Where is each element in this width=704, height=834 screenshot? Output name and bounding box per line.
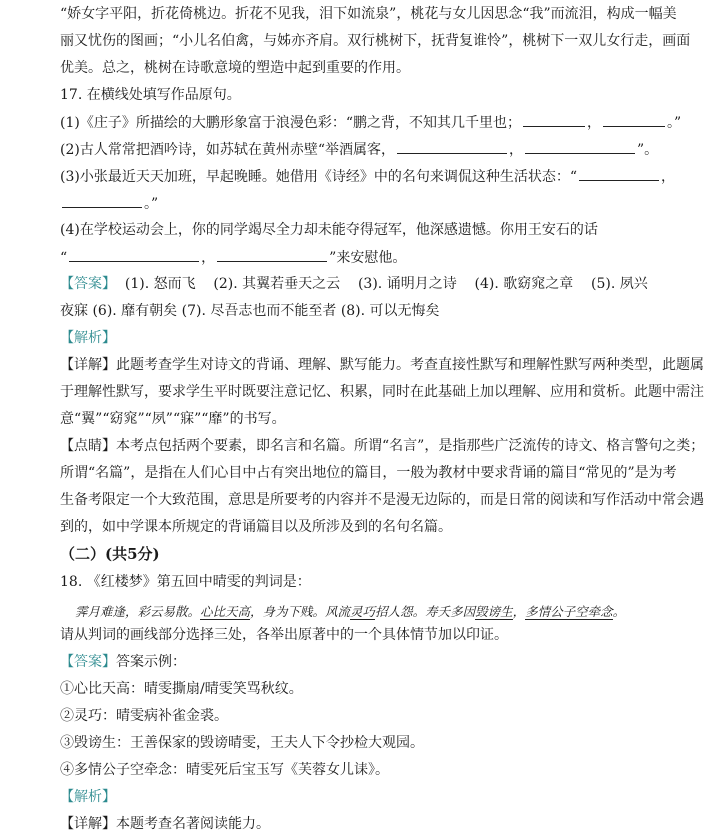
judgment-poem: 霁月难逢，彩云易散。心比天高，身为下贱。风流灵巧招人怨。寿夭多因毁谤生，多情公子空牵念。: [75, 604, 626, 619]
tip-line: 所谓“名篇”，是指在人们心目中占有突出地位的篇目，一般为教材中要求背诵的篇目“常见的”是为考: [60, 465, 677, 481]
question-17-item-1: (1)《庄子》所描绘的大鹏形象富于浪漫色彩：“鹏之背，不知其几千里也； ， 。”: [60, 112, 640, 133]
answer-blank[interactable]: [62, 193, 142, 208]
answer-blank[interactable]: [397, 139, 507, 154]
question-17-item-2: (2)古人常常把酒吟诗，如苏轼在黄州赤壁“举酒属客， ， ”。: [60, 139, 640, 160]
question-18-title: 18. 《红楼梦》第五回中晴雯的判词是：: [60, 574, 311, 590]
text-line: “娇女字平阳，折花倚桃边。折花不见我，泪下如流泉”，桃花与女儿因思念“我”而流泪，构成一幅美: [60, 6, 677, 22]
tip-tag: 【点睛】: [60, 438, 116, 454]
analysis-tag: 【解析】: [60, 330, 116, 346]
answer-tag: 【答案】: [60, 654, 116, 670]
answer-blank[interactable]: [523, 112, 585, 127]
answer-blank[interactable]: [603, 112, 665, 127]
analysis-tag: 【解析】: [60, 789, 116, 805]
question-17-item-3: (3)小张最近天天加班，早起晚睡。她借用《诗经》中的名句来调侃这种生活状态：“ ，: [60, 166, 640, 187]
question-17-item-4: (4)在学校运动会上，你的同学竭尽全力却未能夺得冠军，他深感遗憾。你用王安石的话: [60, 222, 598, 238]
answer-18-item: ②灵巧：晴雯病补雀金裘。: [60, 708, 228, 724]
answer-18-item: ①心比天高：晴雯撕扇/晴雯笑骂秋纹。: [60, 681, 303, 697]
tip-line: 到的，如中学课本所规定的背诵篇目以及所涉及到的名句名篇。: [60, 519, 452, 535]
question-17-title: 17. 在横线处填写作品原句。: [60, 87, 241, 103]
answer-blank[interactable]: [579, 166, 659, 181]
answer-18-item: ③毁谤生：王善保家的毁谤晴雯，王夫人下令抄检大观园。: [60, 735, 424, 751]
answer-blank[interactable]: [217, 247, 327, 262]
text-line: 优美。总之，桃树在诗歌意境的塑造中起到重要的作用。: [60, 60, 410, 76]
detail-tag: 【详解】: [60, 357, 116, 373]
question-17-item-4-cont: “ ， ”来安慰他。: [60, 247, 640, 268]
answer-18-lead: 【答案】答案示例：: [60, 654, 186, 670]
answer-blank[interactable]: [525, 139, 635, 154]
detail-line: 意“翼”“窈窕”“夙”“寐”“靡”的书写。: [60, 411, 286, 427]
question-17-item-3-cont: 。”: [60, 193, 640, 214]
answer-17-line-2: 夜寐 (6). 靡有朝矣 (7). 尽吾志也而不能至者 (8). 可以无悔矣: [60, 303, 440, 319]
answer-17-line-1: 【答案】 (1). 怒而飞 (2). 其翼若垂天之云 (3). 诵明月之诗 (4). 歌窈窕之章 (5). 夙兴: [60, 276, 648, 292]
tip-line: 生备考限定一个大致范围，意思是所要考的内容并不是漫无边际的，而是日常的阅读和写作活动中常会遇: [60, 492, 704, 508]
answer-tag: 【答案】: [60, 276, 116, 292]
section-heading: （二）(共5分): [60, 545, 160, 563]
answer-blank[interactable]: [69, 247, 199, 262]
detail-line: 【详解】本题考查名著阅读能力。: [60, 816, 270, 832]
question-18-requirement: 请从判词的画线部分选择三处，各举出原著中的一个具体情节加以印证。: [60, 627, 508, 643]
detail-line: 【详解】此题考查学生对诗文的背诵、理解、默写能力。考查直接性默写和理解性默写两种类型，此题属: [60, 357, 704, 373]
answer-18-item: ④多情公子空牵念：晴雯死后宝玉写《芙蓉女儿诔》。: [60, 762, 389, 778]
detail-line: 于理解性默写，要求学生平时既要注意记忆、积累，同时在此基础上加以理解、应用和赏析。此题中需注: [60, 384, 704, 400]
text-line: 丽又忧伤的图画；“小儿名伯禽，与姊亦齐肩。双行桃树下，抚背复谁怜”，桃树下一双儿女行走，画面: [60, 33, 691, 49]
detail-tag: 【详解】: [60, 816, 116, 832]
tip-line: 【点睛】本考点包括两个要素，即名言和名篇。所谓“名言”，是指那些广泛流传的诗文、格言警句之类；: [60, 438, 704, 454]
